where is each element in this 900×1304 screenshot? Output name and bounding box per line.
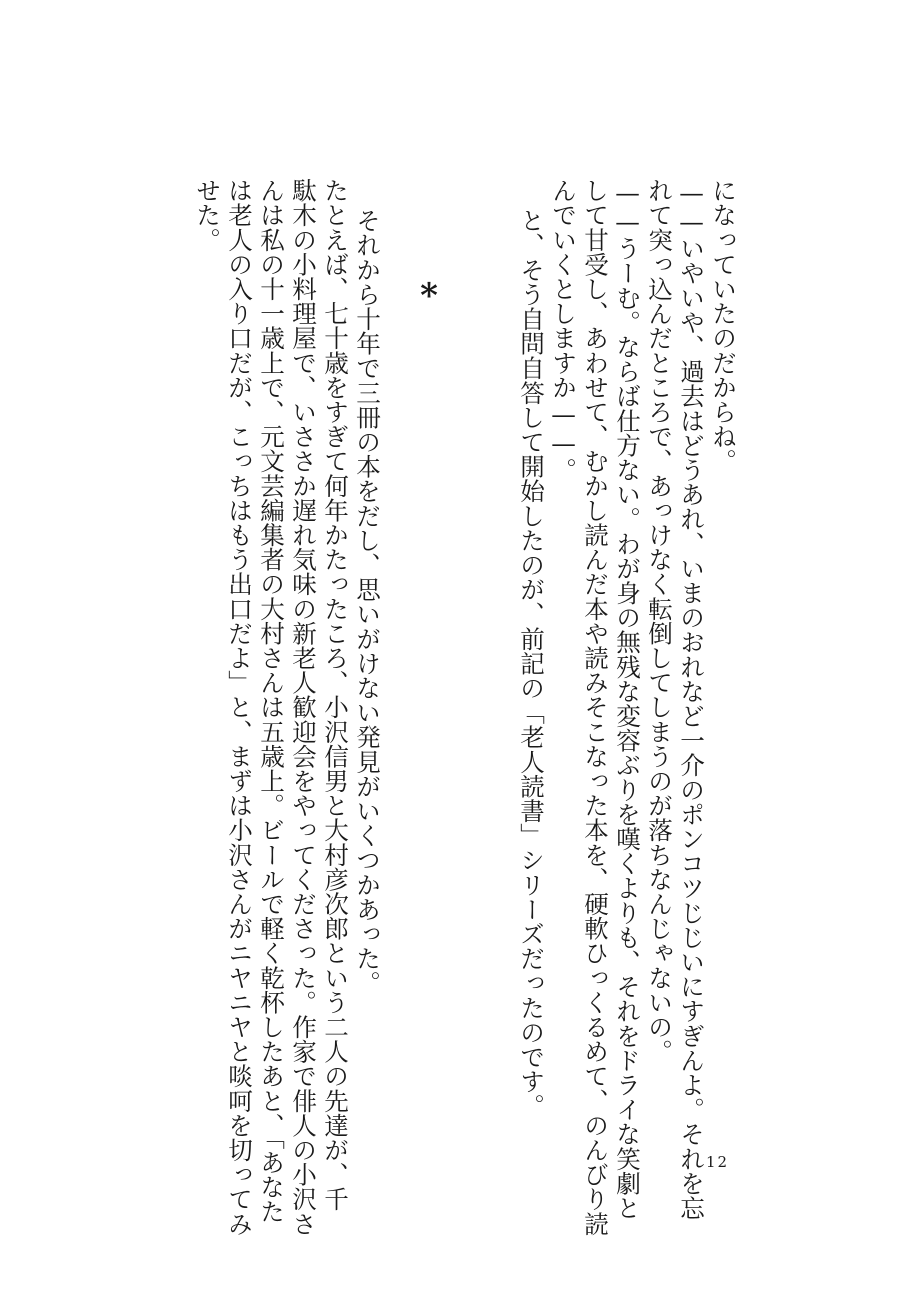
section-break-asterisk: * bbox=[420, 276, 438, 316]
text-column-1: になっていたのだからね。 bbox=[709, 178, 738, 474]
text-column-10: 駄木の小料理屋で、いささか遅れ気味の新老人歓迎会をやってくださった。作家で俳人の小沢さ bbox=[289, 178, 318, 1236]
text-column-9: たとえば、七十歳をすぎて何年かたったころ、小沢信男と大村彦次郎という二人の先達が、千 bbox=[321, 178, 350, 1212]
page-number: 12 bbox=[706, 1153, 730, 1171]
text-column-13: せた。 bbox=[193, 178, 222, 252]
text-column-12: は老人の入り口だが、こっちはもう出口だよ」と、まずは小沢さんがニヤニヤと啖呵を切ってみ bbox=[225, 178, 254, 1236]
text-column-6: んでいくとしますか——。 bbox=[549, 178, 578, 482]
text-column-11: んは私の十一歳上で、元文芸編集者の大村さんは五歳上。ビールで軽く乾杯したあと、「あなた bbox=[257, 178, 286, 1224]
text-column-2: ——いやいや、過去はどうあれ、いまのおれなど一介のポンコツじじいにすぎんよ。それを忘 bbox=[677, 178, 706, 1220]
text-column-4: ——うーむ。ならば仕方ない。わが身の無残な変容ぶりを嘆くよりも、それをドライな笑劇と bbox=[613, 178, 642, 1220]
text-column-7: と、そう自問自答して開始したのが、前記の「老人読書」シリーズだったのです。 bbox=[517, 208, 546, 1119]
text-column-3: れて突っ込んだところで、あっけなく転倒してしまうのが落ちなんじゃないの。 bbox=[645, 178, 674, 1064]
text-column-8: それから十年で三冊の本をだし、思いがけない発見がいくつかあった。 bbox=[353, 208, 382, 996]
text-column-5: して甘受し、あわせて、むかし読んだ本や読みそこなった本を、硬軟ひっくるめて、のんびり読 bbox=[581, 178, 610, 1236]
